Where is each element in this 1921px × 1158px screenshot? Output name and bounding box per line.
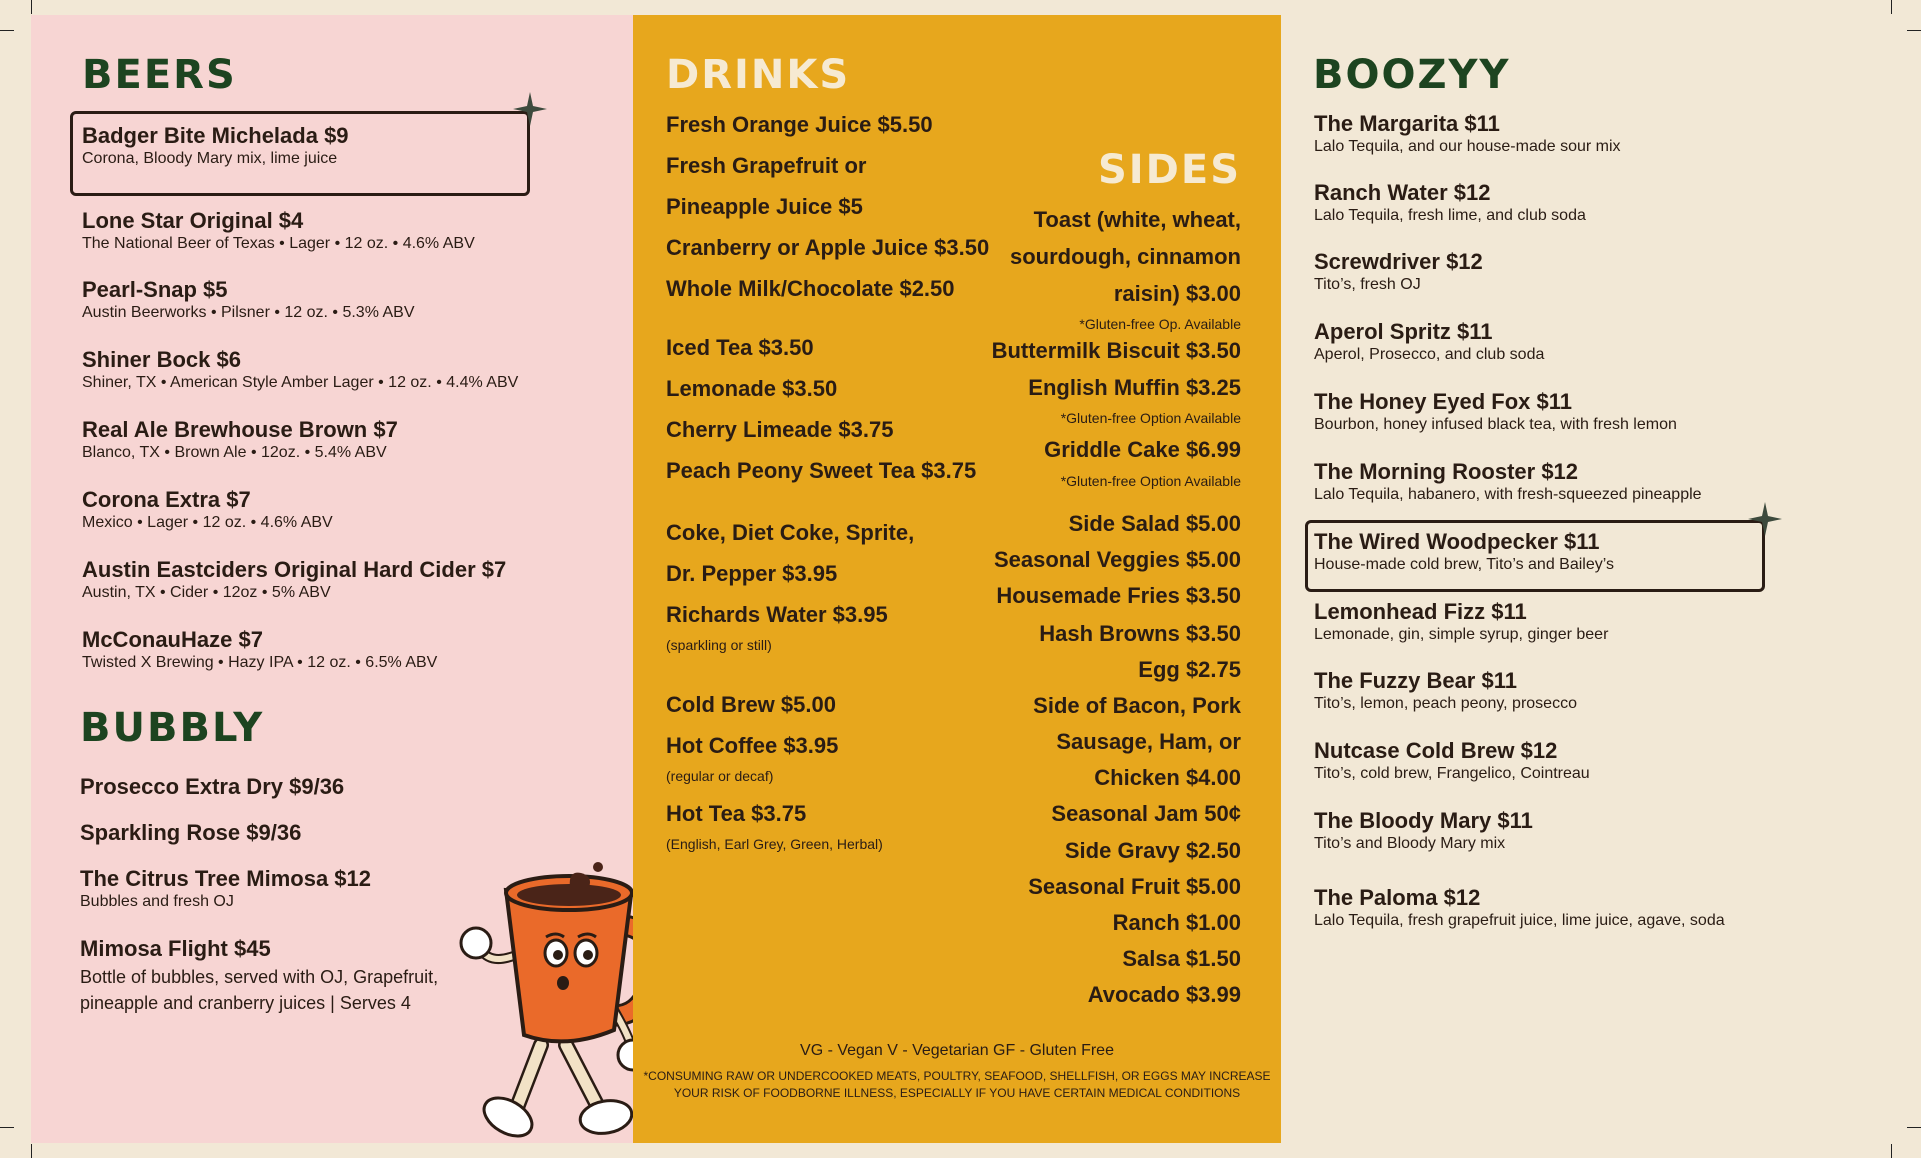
cocktail-desc: Tito’s, fresh OJ bbox=[1314, 276, 1421, 293]
right-panel bbox=[1281, 15, 1906, 1143]
side-item: Side Salad $5.00 bbox=[1068, 511, 1241, 536]
cocktail-desc: Lalo Tequila, fresh grapefruit juice, lime juice, agave, soda bbox=[1314, 912, 1725, 929]
bubbly-name: The Citrus Tree Mimosa $12 bbox=[80, 866, 371, 891]
side-item: Avocado $3.99 bbox=[1087, 982, 1241, 1007]
beer-item bbox=[82, 208, 475, 254]
bubbly-desc: Bottle of bubbles, served with OJ, Grapefruit, bbox=[80, 967, 439, 987]
beer-desc: Blanco, TX • Brown Ale • 12oz. • 5.4% ABV bbox=[82, 444, 387, 461]
crop-mark bbox=[0, 30, 14, 31]
cocktail-item bbox=[1314, 738, 1590, 784]
boozy-heading: BOOZYY bbox=[1313, 52, 1511, 98]
bubbly-heading: BUBBLY bbox=[80, 705, 265, 751]
beer-name: Shiner Bock $6 bbox=[82, 347, 241, 372]
bubbly-item bbox=[80, 820, 301, 846]
beer-name: Badger Bite Michelada $9 bbox=[82, 123, 349, 148]
cocktail-desc: Lalo Tequila, fresh lime, and club soda bbox=[1314, 207, 1586, 224]
cocktail-item bbox=[1314, 180, 1586, 226]
beer-desc: Shiner, TX • American Style Amber Lager • 12 oz. • 4.4% ABV bbox=[82, 374, 519, 391]
sparkle-icon bbox=[1748, 502, 1782, 536]
beer-desc: Twisted X Brewing • Hazy IPA • 12 oz. • 6.5% ABV bbox=[82, 654, 438, 671]
cocktail-name: The Wired Woodpecker $11 bbox=[1314, 529, 1600, 554]
side-item: Seasonal Fruit $5.00 bbox=[1028, 874, 1241, 899]
cocktail-item bbox=[1314, 599, 1608, 645]
cocktail-desc: Tito’s, lemon, peach peony, prosecco bbox=[1314, 695, 1577, 712]
cocktail-item bbox=[1314, 111, 1621, 157]
crop-mark bbox=[31, 0, 32, 14]
food-safety-warning: *CONSUMING RAW OR UNDERCOOKED MEATS, POULTRY, SEAFOOD, SHELLFISH, OR EGGS MAY INCREASE bbox=[643, 1069, 1271, 1083]
drink-item: Peach Peony Sweet Tea $3.75 bbox=[666, 458, 977, 483]
side-item: Hash Browns $3.50 bbox=[1039, 621, 1241, 646]
beer-item bbox=[82, 277, 415, 323]
side-note: *Gluten-free Op. Available bbox=[1079, 316, 1241, 332]
side-item: Toast (white, wheat, bbox=[1033, 207, 1241, 232]
drink-item: Hot Coffee $3.95 bbox=[666, 733, 839, 758]
drink-item: Dr. Pepper $3.95 bbox=[666, 561, 838, 586]
drink-note: (sparkling or still) bbox=[666, 637, 772, 653]
food-safety-warning: YOUR RISK OF FOODBORNE ILLNESS, ESPECIALLY IF YOU HAVE CERTAIN MEDICAL CONDITIONS bbox=[673, 1086, 1241, 1100]
sparkle-icon bbox=[513, 92, 547, 126]
cocktail-item bbox=[1314, 389, 1677, 435]
cocktail-name: The Fuzzy Bear $11 bbox=[1314, 668, 1517, 693]
side-item: Ranch $1.00 bbox=[1112, 910, 1241, 935]
cocktail-name: The Paloma $12 bbox=[1314, 885, 1481, 910]
crop-mark bbox=[1891, 0, 1892, 14]
side-note: *Gluten-free Option Available bbox=[1060, 473, 1241, 489]
drink-item: Richards Water $3.95 bbox=[666, 602, 888, 627]
drink-item: Whole Milk/Chocolate $2.50 bbox=[666, 276, 955, 301]
crop-mark bbox=[0, 1127, 14, 1128]
bubbly-item bbox=[80, 936, 438, 1016]
cocktail-item bbox=[1314, 885, 1725, 931]
bubbly-name: Mimosa Flight $45 bbox=[80, 936, 271, 961]
dietary-legend: VG - Vegan V - Vegetarian GF - Gluten Free bbox=[800, 1042, 1114, 1059]
cocktail-desc: Lalo Tequila, and our house-made sour mix bbox=[1314, 138, 1621, 155]
beer-item bbox=[82, 627, 437, 673]
beer-item bbox=[82, 347, 518, 393]
cocktail-desc: Lemonade, gin, simple syrup, ginger beer bbox=[1314, 626, 1609, 643]
cocktail-desc: Aperol, Prosecco, and club soda bbox=[1314, 346, 1545, 363]
cocktail-name: Nutcase Cold Brew $12 bbox=[1314, 738, 1558, 763]
beer-name: McConauHaze $7 bbox=[82, 627, 263, 652]
sides-heading: SIDES bbox=[1097, 147, 1241, 193]
cocktail-name: The Morning Rooster $12 bbox=[1314, 459, 1579, 484]
beer-name: Lone Star Original $4 bbox=[82, 208, 304, 233]
crop-mark bbox=[31, 1144, 32, 1158]
cocktail-desc: House-made cold brew, Tito’s and Bailey’s bbox=[1314, 556, 1615, 573]
beer-name: Austin Eastciders Original Hard Cider $7 bbox=[82, 557, 507, 582]
drink-item: Fresh Orange Juice $5.50 bbox=[666, 112, 933, 137]
side-item: Griddle Cake $6.99 bbox=[1044, 437, 1241, 462]
bubbly-desc: pineapple and cranberry juices | Serves 4 bbox=[80, 993, 411, 1013]
cocktail-item bbox=[1314, 808, 1533, 854]
middle-panel bbox=[633, 15, 1281, 1143]
side-item: Sausage, Ham, or bbox=[1056, 729, 1241, 754]
crop-mark bbox=[1907, 1127, 1921, 1128]
beer-desc: Austin Beerworks • Pilsner • 12 oz. • 5.3% ABV bbox=[82, 304, 415, 321]
bubbly-item bbox=[80, 866, 371, 912]
side-item: Side of Bacon, Pork bbox=[1033, 693, 1241, 718]
bubbly-desc: Bubbles and fresh OJ bbox=[80, 893, 234, 910]
drink-item: Cherry Limeade $3.75 bbox=[666, 417, 894, 442]
bubbly-item bbox=[80, 774, 344, 800]
drinks-heading: DRINKS bbox=[666, 52, 851, 98]
beer-desc: Austin, TX • Cider • 12oz • 5% ABV bbox=[82, 584, 331, 601]
side-item: sourdough, cinnamon bbox=[1010, 244, 1241, 269]
side-item: Side Gravy $2.50 bbox=[1064, 838, 1241, 863]
drink-note: (regular or decaf) bbox=[666, 768, 774, 784]
beer-name: Real Ale Brewhouse Brown $7 bbox=[82, 417, 398, 442]
side-item: Seasonal Jam 50¢ bbox=[1051, 801, 1241, 826]
cocktail-item bbox=[1314, 529, 1614, 575]
beer-desc: Mexico • Lager • 12 oz. • 4.6% ABV bbox=[82, 514, 333, 531]
crop-mark bbox=[1891, 1144, 1892, 1158]
drink-item: Cold Brew $5.00 bbox=[666, 692, 836, 717]
drink-item: Hot Tea $3.75 bbox=[666, 801, 807, 826]
cocktail-item bbox=[1314, 668, 1577, 714]
side-item: Salsa $1.50 bbox=[1122, 946, 1241, 971]
drink-item: Coke, Diet Coke, Sprite, bbox=[666, 520, 915, 545]
side-item: Egg $2.75 bbox=[1138, 657, 1241, 682]
cocktail-name: Aperol Spritz $11 bbox=[1314, 319, 1493, 344]
cocktail-desc: Tito’s, cold brew, Frangelico, Cointreau bbox=[1314, 765, 1590, 782]
beers-heading: BEERS bbox=[82, 52, 237, 98]
side-item: Seasonal Veggies $5.00 bbox=[993, 547, 1241, 572]
drink-note: (English, Earl Grey, Green, Herbal) bbox=[666, 836, 883, 852]
cocktail-name: Lemonhead Fizz $11 bbox=[1314, 599, 1527, 624]
beer-item bbox=[82, 123, 349, 169]
side-item: English Muffin $3.25 bbox=[1028, 375, 1241, 400]
drink-item: Iced Tea $3.50 bbox=[666, 335, 814, 360]
left-panel bbox=[31, 15, 633, 1143]
cocktail-name: The Bloody Mary $11 bbox=[1314, 808, 1533, 833]
cocktail-name: The Margarita $11 bbox=[1314, 111, 1500, 136]
beer-name: Pearl-Snap $5 bbox=[82, 277, 228, 302]
side-note: *Gluten-free Option Available bbox=[1060, 410, 1241, 426]
side-item: Buttermilk Biscuit $3.50 bbox=[991, 338, 1241, 363]
beer-item bbox=[82, 417, 398, 463]
beer-name: Corona Extra $7 bbox=[82, 487, 251, 512]
bubbly-name: Sparkling Rose $9/36 bbox=[80, 820, 302, 845]
side-item: Chicken $4.00 bbox=[1094, 765, 1241, 790]
cocktail-item bbox=[1314, 319, 1544, 365]
side-item: Housemade Fries $3.50 bbox=[996, 583, 1241, 608]
cocktail-desc: Lalo Tequila, habanero, with fresh-squeezed pineapple bbox=[1314, 486, 1702, 503]
beer-item bbox=[82, 557, 506, 603]
bubbly-name: Prosecco Extra Dry $9/36 bbox=[80, 774, 345, 799]
cocktail-name: Ranch Water $12 bbox=[1314, 180, 1491, 205]
cocktail-desc: Tito’s and Bloody Mary mix bbox=[1314, 835, 1506, 852]
drink-item: Lemonade $3.50 bbox=[666, 376, 838, 401]
cocktail-name: The Honey Eyed Fox $11 bbox=[1314, 389, 1572, 414]
drink-item: Pineapple Juice $5 bbox=[666, 194, 863, 219]
beer-desc: The National Beer of Texas • Lager • 12 oz. • 4.6% ABV bbox=[82, 235, 475, 252]
drink-item: Cranberry or Apple Juice $3.50 bbox=[666, 235, 990, 260]
beer-desc: Corona, Bloody Mary mix, lime juice bbox=[82, 150, 338, 167]
side-item: raisin) $3.00 bbox=[1113, 281, 1241, 306]
cocktail-item bbox=[1314, 459, 1702, 505]
beer-item bbox=[82, 487, 333, 533]
drink-item: Fresh Grapefruit or bbox=[666, 153, 867, 178]
cocktail-item bbox=[1314, 249, 1483, 295]
cocktail-desc: Bourbon, honey infused black tea, with fresh lemon bbox=[1314, 416, 1677, 433]
crop-mark bbox=[1907, 30, 1921, 31]
cocktail-name: Screwdriver $12 bbox=[1314, 249, 1483, 274]
